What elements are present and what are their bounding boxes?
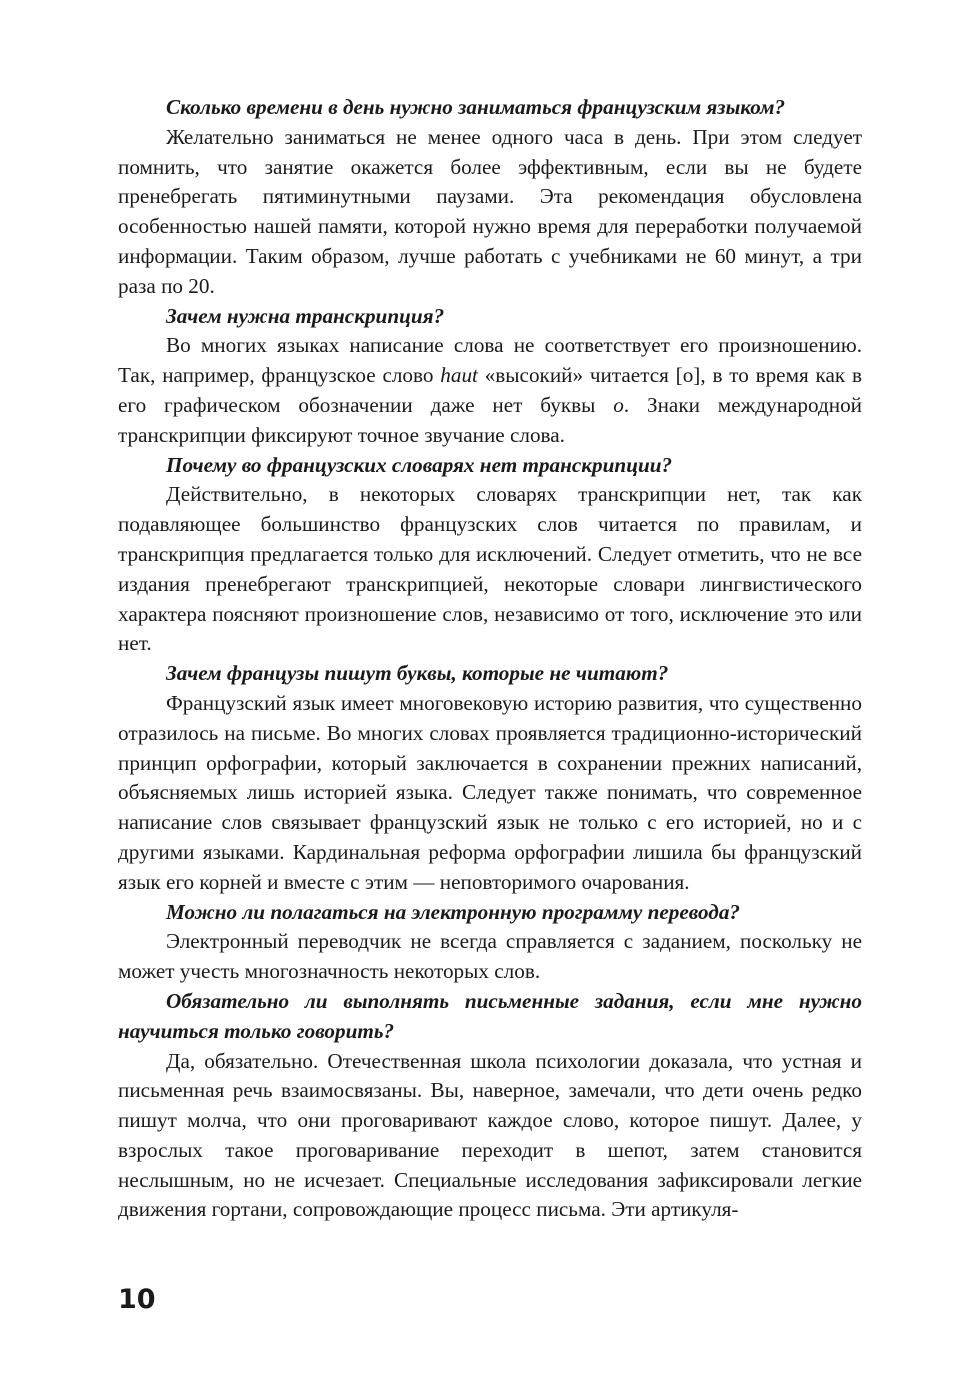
answer-text: «высокий» читается [o], в то время как в его графическом обозначении даже нет буквы — [118, 363, 862, 417]
question-heading: Обязательно ли выполнять письменные задания, если мне нужно научиться только говорить? — [118, 988, 862, 1043]
answer-paragraph — [118, 331, 862, 450]
answer-paragraph: Французский язык имеет многовековую историю развития, что существенно отразилось на письме. Во многих словах проявляется традиционно-исторический принцип орфографии, который заключается в сохранении прежних написаний, объясняемых лишь историей языка. Следует также понимать, что современное написание слов связывает французский язык не только с его историей, но и с другими языками. Кардинальная реформа орфографии лишила бы французский язык его корней и вместе с этим — неповторимого очарования. — [118, 690, 862, 894]
question-heading: Зачем нужна транскрипция? — [166, 303, 445, 328]
question-heading: Сколько времени в день нужно заниматься французским языком? — [166, 95, 786, 119]
page-number: 10 — [118, 1284, 156, 1315]
italic-letter: o — [613, 392, 624, 417]
answer-paragraph: Действительно, в некоторых словарях транскрипции нет, так как подавляющее большинство французских слов читается по правилам, и транскрипция предлагается только для исключений. Следует отметить, что не все издания пренебрегают транскрипцией, некоторые словари лингвистического характера поясняют произношение слов, независимо от того, исключение это или нет. — [118, 482, 862, 656]
page-content — [118, 93, 862, 1225]
answer-paragraph: Да, обязательно. Отечественная школа психологии доказала, что устная и письменная речь взаимосвязаны. Вы, наверное, замечали, что дети очень редко пишут молча, что они проговаривают каждое слово, которое пишут. Далее, у взрослых такое проговаривание переходит в шепот, затем становится неслышным, но не исчезает. Специальные исследования зафиксировали легкие движения гортани, сопровождающие процесс письма. Эти артикуля- — [118, 1048, 862, 1222]
italic-word: haut — [440, 363, 478, 388]
answer-paragraph: Электронный переводчик не всегда справляется с заданием, поскольку не может учесть многозначность некоторых слов. — [118, 929, 862, 984]
answer-text: Во многих языках написание слова не соответствует его произношению. Так, например, французское слово — [118, 333, 862, 388]
question-heading: Можно ли полагаться на электронную программу перевода? — [166, 899, 741, 924]
question-heading: Почему во французских словарях нет транскрипции? — [166, 452, 673, 477]
answer-text: . Знаки международной транскрипции фиксируют точное звучание слова. — [118, 392, 863, 447]
question-heading: Зачем французы пишут буквы, которые не читают? — [166, 661, 669, 686]
answer-paragraph: Желательно заниматься не менее одного часа в день. При этом следует помнить, что занятие окажется более эффективным, если вы не будете пренебрегать пятиминутными паузами. Эта рекомендация обусловлена особенностью нашей памяти, которой нужно время для переработки получаемой информации. Таким образом, лучше работать с учебниками не 60 минут, а три раза по 20. — [118, 124, 862, 298]
